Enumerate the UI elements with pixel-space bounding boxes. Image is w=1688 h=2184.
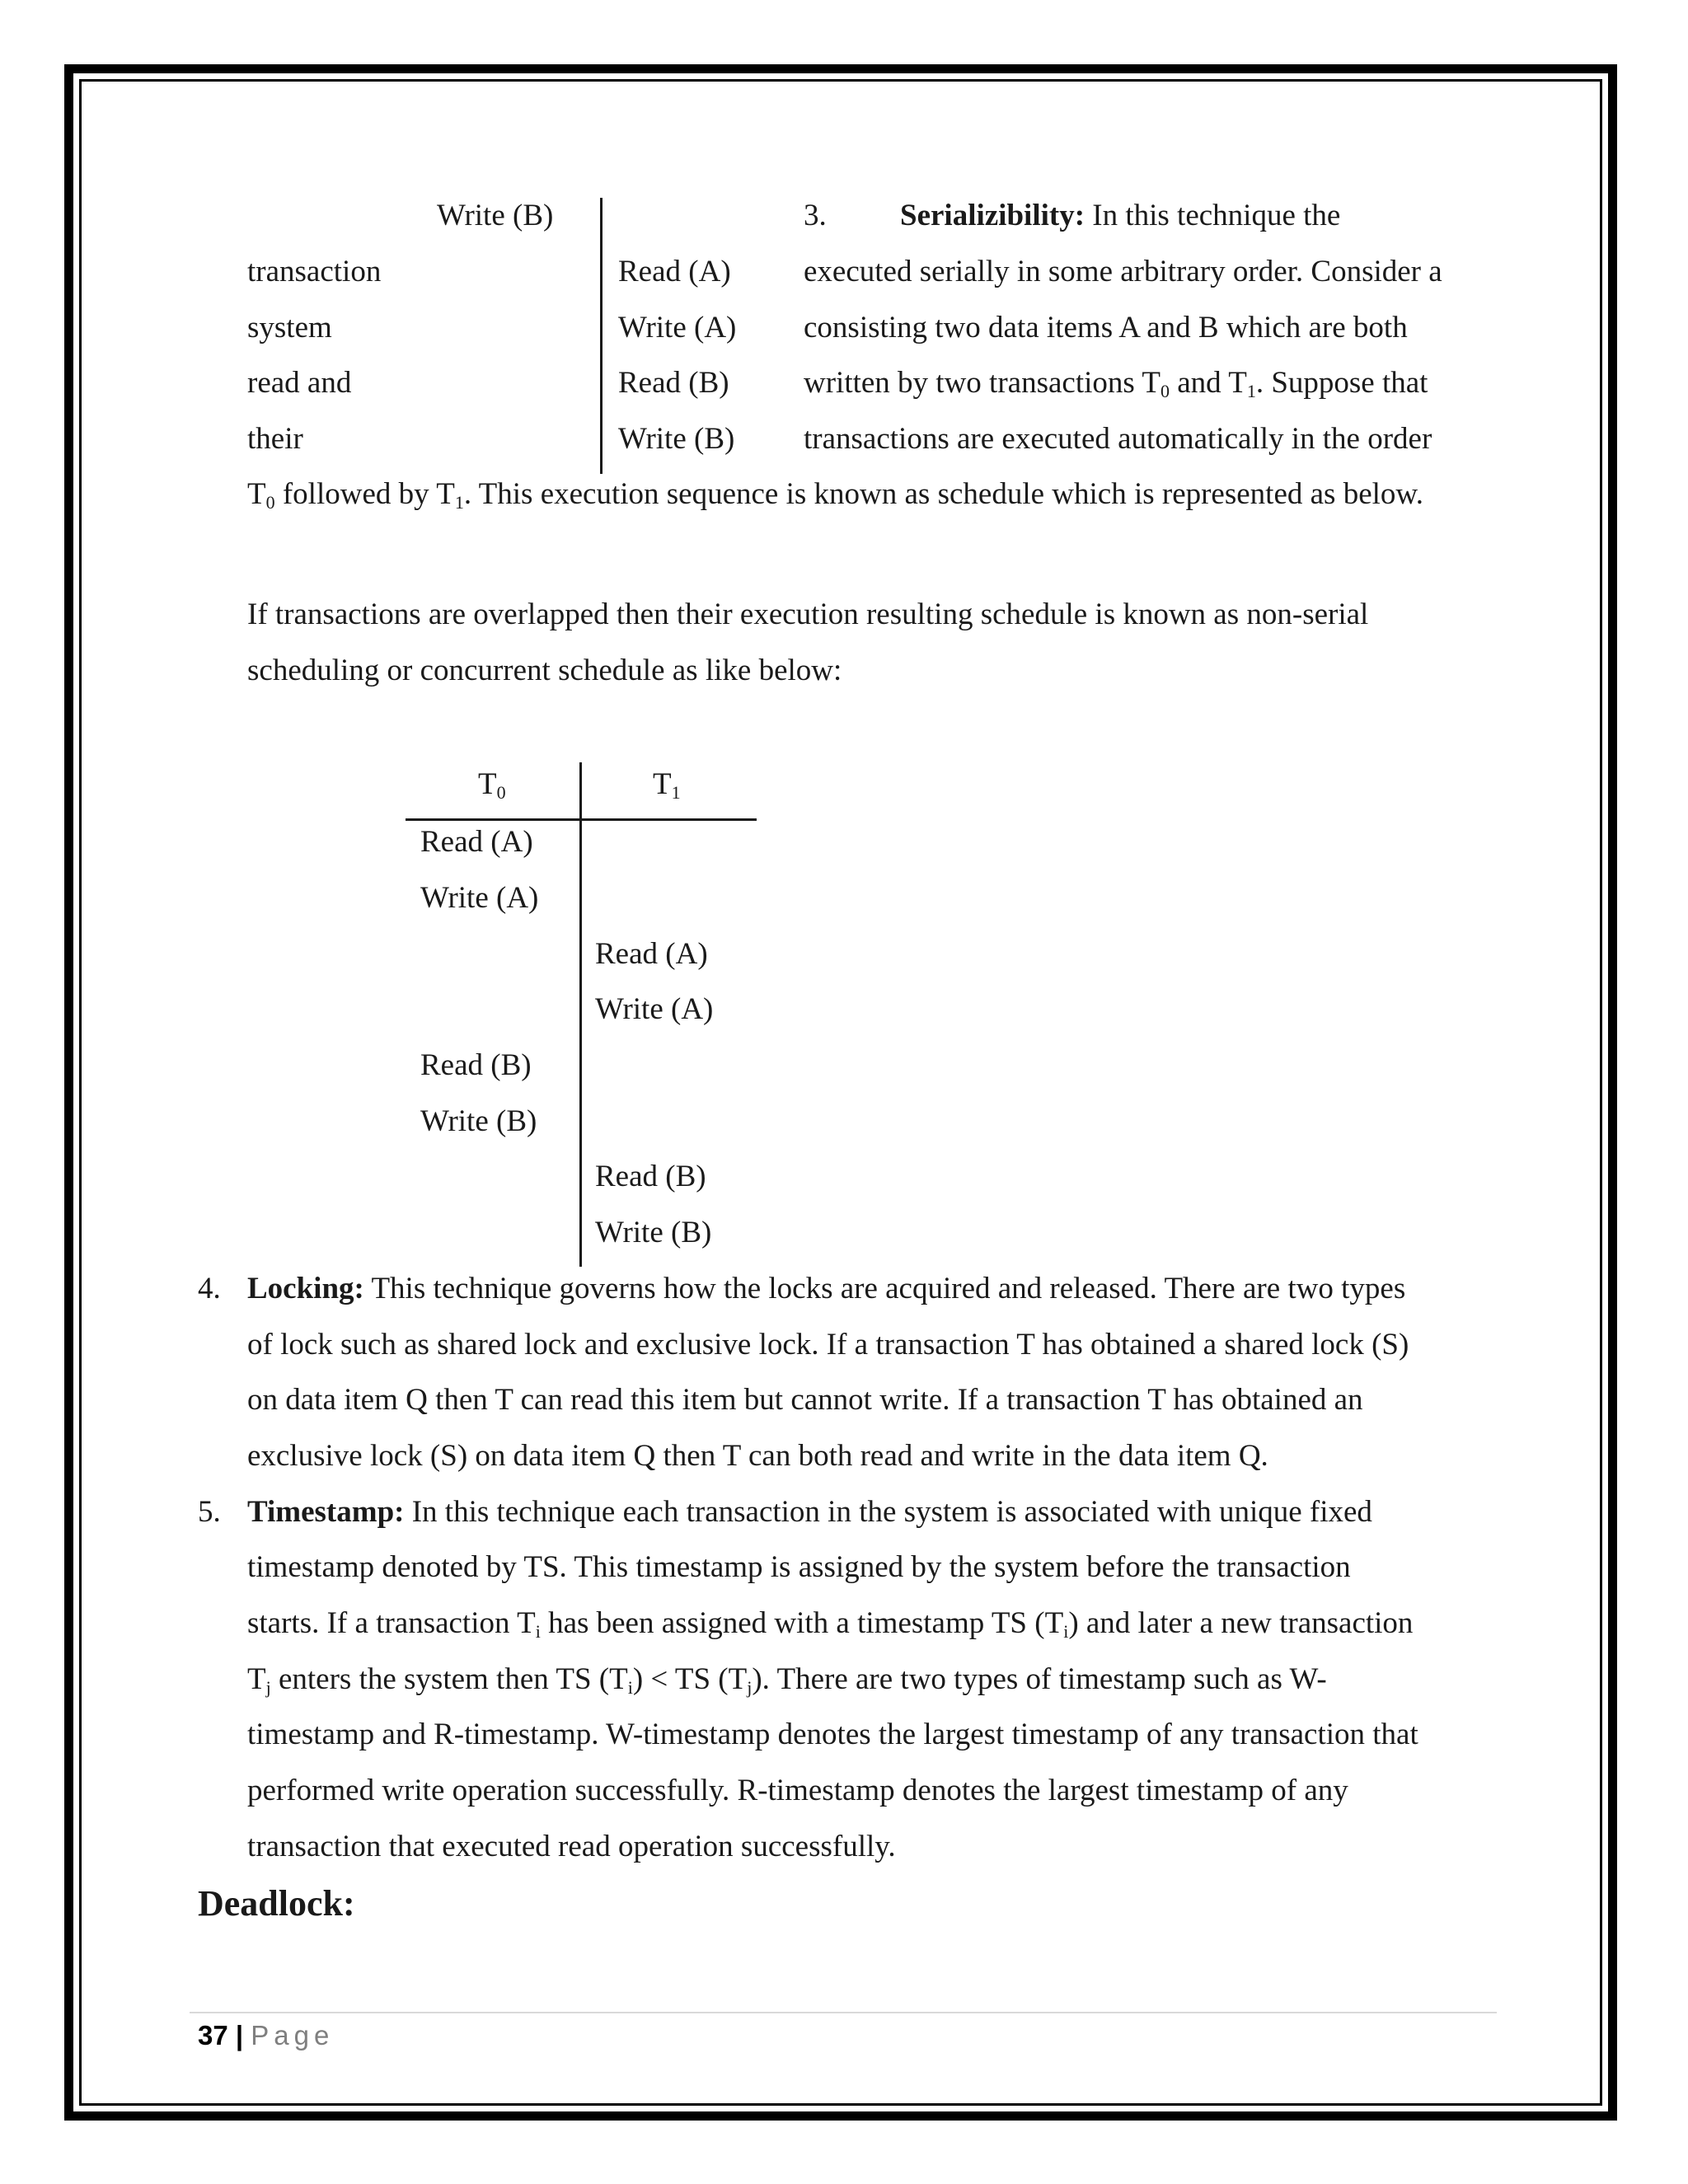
top-table-left-word: transaction bbox=[247, 255, 382, 288]
item3-line2: consisting two data items A and B which are both bbox=[804, 311, 1408, 344]
item5-line4: $T_j$ enters the system then TS $(T_i)$ < TS $(T_j)$. There are two types of timestamp such as W- bbox=[247, 1662, 1327, 1698]
page-label: Page bbox=[251, 2020, 335, 2050]
item4-line1: Locking: This technique governs how the locks are acquired and released. There are two types bbox=[247, 1272, 1406, 1305]
schedule-header-t0: $T_0$ bbox=[478, 767, 506, 803]
schedule-t1-op: Read (A) bbox=[595, 937, 708, 971]
schedule-divider bbox=[579, 762, 582, 1267]
top-table-mid-op: Read (A) bbox=[618, 255, 731, 288]
item5-line2: timestamp denoted by TS. This timestamp is assigned by the system before the transaction bbox=[247, 1550, 1351, 1584]
item5-line6: performed write operation successfully. R-timestamp denotes the largest timestamp of any bbox=[247, 1774, 1348, 1807]
page-number: 37 bbox=[198, 2020, 228, 2050]
schedule-t0-op: Write (B) bbox=[420, 1104, 537, 1138]
item3-line4: transactions are executed automatically in the order bbox=[804, 422, 1432, 456]
top-table-mid-op: Write (A) bbox=[618, 311, 737, 344]
concurrent-para-line1: If transactions are overlapped then their execution resulting schedule is known as non-serial bbox=[247, 598, 1369, 631]
top-table-divider bbox=[600, 198, 603, 474]
schedule-t1-op: Read (B) bbox=[595, 1160, 706, 1193]
item5-line1: Timestamp: In this technique each transaction in the system is associated with unique fixed bbox=[247, 1495, 1372, 1529]
page-footer bbox=[198, 2019, 334, 2052]
schedule-t0-op: Write (A) bbox=[420, 881, 539, 915]
schedule-header-t1: $T_1$ bbox=[653, 767, 681, 803]
item5-line7: transaction that executed read operation successfully. bbox=[247, 1830, 896, 1863]
item5-title: Timestamp: bbox=[247, 1495, 405, 1529]
top-table-left-row0: Write (B) bbox=[437, 199, 554, 232]
item5-number: 5. bbox=[198, 1495, 221, 1529]
top-table-mid-op: Write (B) bbox=[618, 422, 735, 456]
concurrent-para-line2: scheduling or concurrent schedule as like below: bbox=[247, 654, 842, 687]
schedule-t0-op: Read (A) bbox=[420, 825, 533, 859]
item4-number: 4. bbox=[198, 1272, 221, 1305]
item4-line4: exclusive lock (S) on data item Q then T can both read and write in the data item Q. bbox=[247, 1439, 1268, 1473]
item3-line3: written by two transactions $T_0$ and $T_1$. Suppose that bbox=[804, 366, 1428, 401]
footer-separator: | bbox=[235, 2020, 244, 2050]
top-table-left-word: system bbox=[247, 311, 332, 344]
footer-rule bbox=[190, 2012, 1497, 2013]
item4-title: Locking: bbox=[247, 1272, 364, 1305]
schedule-t1-op: Write (B) bbox=[595, 1216, 712, 1249]
top-table-mid-op: Read (B) bbox=[618, 366, 729, 400]
item4-line2: of lock such as shared lock and exclusive lock. If a transaction T has obtained a shared lock (S) bbox=[247, 1328, 1409, 1361]
item5-line3: starts. If a transaction $T_i$ has been assigned with a timestamp TS $(T_i)$ and later a new transaction bbox=[247, 1606, 1414, 1642]
item3-line1: executed serially in some arbitrary order. Consider a bbox=[804, 255, 1442, 288]
item5-line5: timestamp and R-timestamp. W-timestamp denotes the largest timestamp of any transaction that bbox=[247, 1718, 1418, 1751]
schedule-t0-op: Read (B) bbox=[420, 1048, 532, 1082]
item3-line5: $T_0$ followed by $T_1$. This execution sequence is known as schedule which is represented as below. bbox=[247, 477, 1423, 513]
item3-number: 3. bbox=[804, 199, 827, 232]
item3-title: Serializibility: bbox=[900, 199, 1085, 232]
section-heading: Deadlock: bbox=[198, 1883, 355, 1924]
item4-line3: on data item Q then T can read this item but cannot write. If a transaction T has obtained an bbox=[247, 1383, 1363, 1417]
top-table-left-word: their bbox=[247, 422, 303, 456]
schedule-t1-op: Write (A) bbox=[595, 992, 714, 1026]
item3-line0: Serializibility: In this technique the bbox=[900, 199, 1341, 232]
top-table-left-word: read and bbox=[247, 366, 352, 400]
